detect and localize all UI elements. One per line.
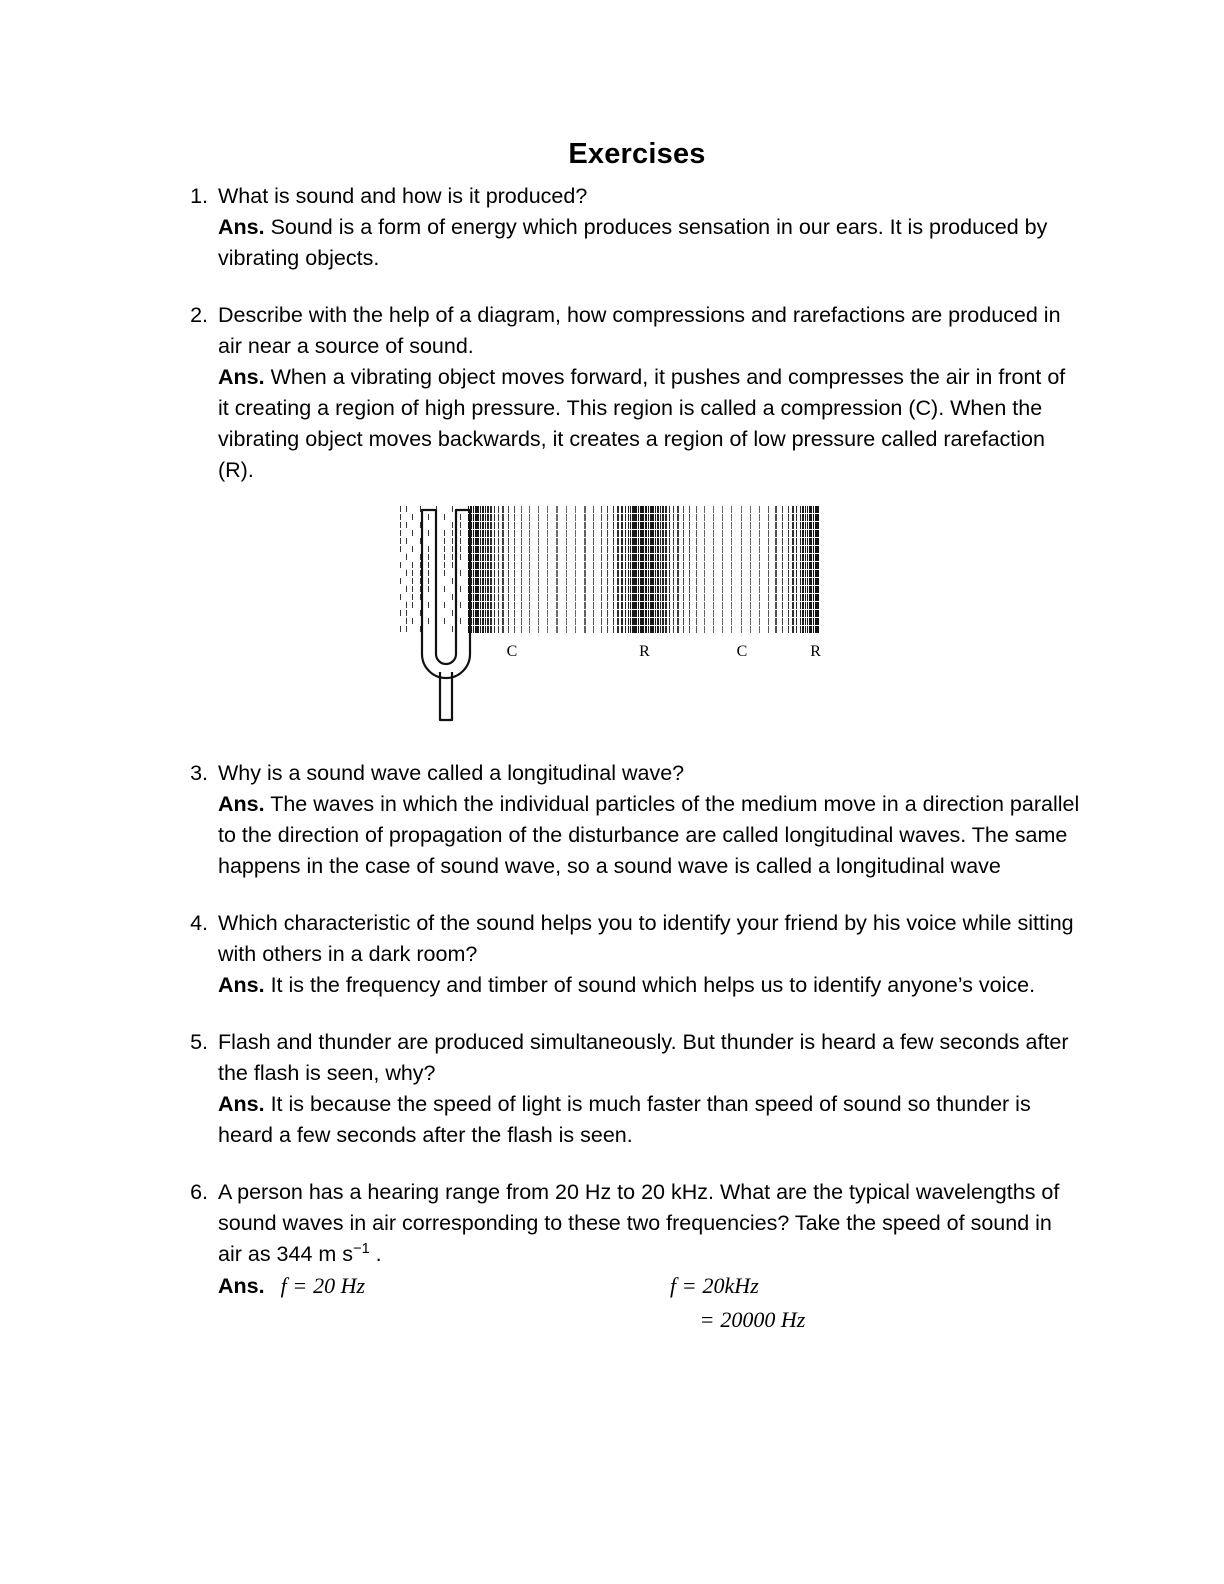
question-text-3: Why is a sound wave called a longitudinal wave? [218,761,685,785]
document-content [170,138,1080,1364]
page-title: Exercises [568,138,706,170]
question-item-6 [170,1177,1080,1338]
question-item-4 [170,908,1080,1001]
answer-label-2: Ans. [218,365,265,389]
math-left-operator: = [293,1273,307,1298]
tuning-fork-figure [218,500,1080,732]
answer-block-4 [218,970,1080,1001]
answer-text-4: It is the frequency and timber of sound which helps us to identify anyone’s voice. [270,973,1036,997]
math-right-operator: = [683,1273,696,1298]
answer-text-3: The waves in which the individual particles of the medium move in a direction parallel to the direction of propagation of the disturbance are called longitudinal waves. The same happens in the case of sound wave, so a sound wave is called a longitudinal wave [218,792,1080,878]
question-text-6 [218,1177,1080,1270]
superscript-exponent: −1 [353,1240,370,1257]
answer-label-4: Ans. [218,973,265,997]
answer-block-5 [218,1089,1080,1151]
question-number-5: 5. [190,1030,208,1054]
math-row-1 [218,1270,1080,1304]
tuning-fork-icon [418,506,474,724]
math-equation-right-2 [694,1304,805,1335]
question-text-1: What is sound and how is it produced? [218,184,588,208]
answer-label-5: Ans. [218,1092,265,1116]
figure-label-c-0: C [506,643,518,660]
answer-block-2 [218,362,1080,486]
question-number-3: 3. [190,761,208,785]
exercise-question-list [170,181,1080,1338]
figure-label-r-1: R [639,643,650,660]
compression-rarefaction-labels [468,636,820,660]
question-number-2: 2. [190,303,208,327]
answer-text-1: Sound is a form of energy which produces sensation in our ears. It is produced by vibrating objects. [218,215,1048,270]
math-right2-value: 20000 Hz [720,1307,806,1332]
question-text-2: Describe with the help of a diagram, how compressions and rarefactions are produced in air near a source of sound. [218,303,1061,358]
math-equation-left [218,1270,365,1302]
math-row-2 [218,1304,1080,1338]
question-item-1 [170,181,1080,274]
compression-rarefaction-pattern [468,506,820,634]
math-right-value: 20kHz [702,1273,759,1298]
math-left-variable: f [280,1273,287,1298]
answer-block-3 [218,789,1080,882]
figure-label-r-3: R [810,643,821,660]
question-item-3 [170,758,1080,882]
answer-text-2: When a vibrating object moves forward, it pushes and compresses the air in front of it creating a region of high pressure. This region is called a compression (C). When the vibrating object moves backwards, it creates a region of low pressure called rarefaction (R). [218,365,1066,482]
math-equation-right [670,1270,759,1301]
math-right2-operator: = [701,1307,714,1332]
question-text-5: Flash and thunder are produced simultaneously. But thunder is heard a few seconds after the flash is seen, why? [218,1030,1069,1085]
figure-label-c-2: C [736,643,748,660]
answer-label-3: Ans. [218,792,265,816]
answer-text-5: It is because the speed of light is much faster than speed of sound so thunder is heard a few seconds after the flash is seen. [218,1092,1031,1147]
question-number-1: 1. [190,184,208,208]
answer-label-6: Ans. [218,1274,265,1298]
question-text-6-part2: . [369,1242,382,1266]
question-item-2 [170,300,1080,732]
answer-block-1 [218,212,1080,274]
question-text-6-part1: A person has a hearing range from 20 Hz to 20 kHz. What are the typical wavelengths of sound waves in air corresponding to these two frequencies? Take the speed of sound in air as 344 m s [218,1180,1060,1266]
question-number-4: 4. [190,911,208,935]
question-text-4: Which characteristic of the sound helps you to identify your friend by his voice while sitting with others in a dark room? [218,911,1074,966]
answer-label-1: Ans. [218,215,265,239]
math-left-value: 20 Hz [313,1273,366,1298]
question-item-5 [170,1027,1080,1151]
math-right-variable: f [670,1273,677,1298]
question-number-6: 6. [190,1180,208,1204]
